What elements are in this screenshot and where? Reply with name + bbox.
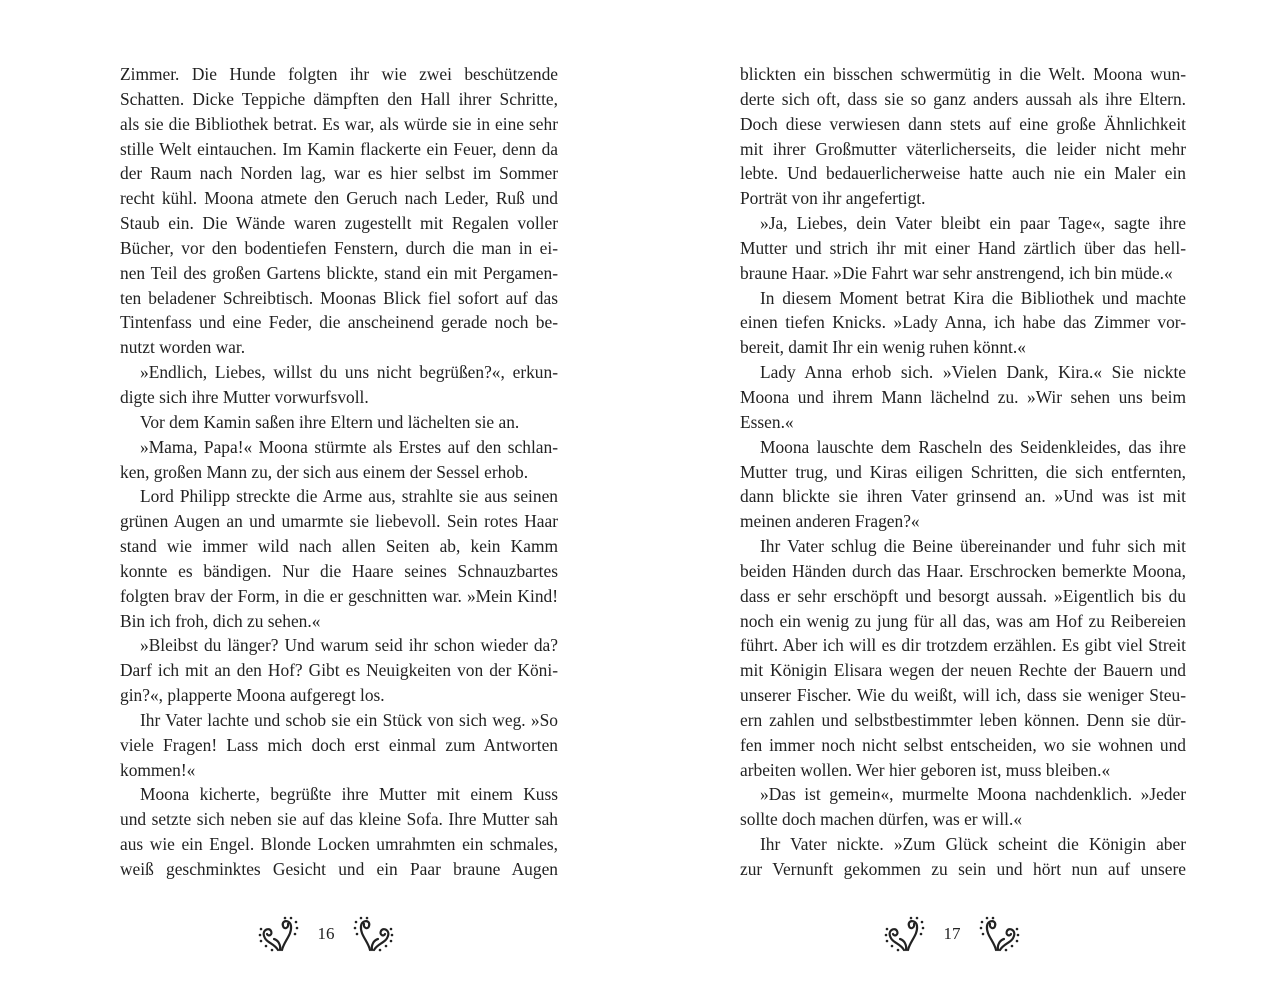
text-line: digte sich ihre Mutter vorwurfsvoll. (120, 386, 369, 407)
paragraph (740, 286, 1186, 361)
paragraph (120, 782, 558, 881)
text-line: ten beladener Schreibtisch. Moonas Blick fiel sofort auf das (120, 287, 558, 308)
text-line: Moona kicherte, begrüßte ihre Mutter mit einem Kuss (140, 784, 558, 805)
text-line: einen tiefen Knicks. »Lady Anna, ich habe das Zimmer vor- (740, 312, 1186, 333)
text-line: grünen Augen an und umarmte sie liebevoll. Sein rotes Haar (120, 511, 558, 532)
text-line: arbeiten wollen. Wer hier geboren ist, muss bleiben.« (740, 759, 1111, 780)
text-line: Porträt von ihr angefertigt. (740, 188, 926, 209)
text-line: dass er sehr erschöpft und besorgt aussah. »Eigentlich bis du (740, 585, 1186, 606)
text-line: beiden Händen durch das Haar. Erschrocken bemerkte Moona, (740, 560, 1186, 581)
text-line: blickten ein bisschen schwermütig in die Welt. Moona wun- (740, 64, 1186, 84)
text-line: Tintenfass und eine Feder, die anscheinend gerade noch be- (120, 312, 558, 333)
paragraph (740, 62, 1186, 211)
text-line: Staub ein. Die Wände waren zugestellt mit Regalen voller (120, 213, 558, 234)
paragraph (740, 534, 1186, 782)
flourish-ornament-icon (346, 915, 394, 953)
text-line: lebte. Und bedauerlicherweise hatte auch nie ein Maler ein (740, 163, 1186, 184)
paragraph (740, 435, 1186, 534)
text-line: »Bleibst du länger? Und warum seid ihr schon wieder da? (140, 635, 558, 656)
text-line: mit ihrer Großmutter väterlicherseits, die leider nicht mehr (740, 138, 1186, 159)
text-line: Lady Anna erhob sich. »Vielen Dank, Kira.« Sie nickte (760, 362, 1186, 383)
paragraph (120, 484, 558, 633)
left-page-folio (258, 912, 394, 956)
text-line: Moona und ihrem Mann lächelnd zu. »Wir sehen uns beim (740, 386, 1186, 407)
right-page-folio (884, 912, 1020, 956)
text-line: nen Teil des großen Gartens blickte, stand ein mit Pergamen- (120, 262, 558, 283)
text-line: gin?«, plapperte Moona aufgeregt los. (120, 685, 385, 706)
text-line: stille Welt eintauchen. Im Kamin flackerte ein Feuer, denn da (120, 138, 558, 159)
paragraph (120, 62, 558, 360)
text-line: Moona lauschte dem Rascheln des Seidenkleides, das ihre (760, 436, 1186, 457)
right-page (740, 62, 1186, 882)
flourish-ornament-icon (884, 915, 932, 953)
text-line: und setzte sich neben sie auf das kleine Sofa. Ihre Mutter sah (120, 809, 558, 830)
text-line: unserer Fischer. Wie du weißt, will ich, dass sie weniger Steu- (740, 685, 1186, 706)
text-line: führt. Aber ich will es dir trotzdem erzählen. Es gibt viel Streit (740, 635, 1186, 656)
flourish-ornament-icon (972, 915, 1020, 953)
text-line: noch ein wenig zu jung für all das, was am Hof zu Reibereien (740, 610, 1186, 631)
paragraph (120, 410, 558, 435)
paragraph (120, 360, 558, 410)
text-line: Zimmer. Die Hunde folgten ihr wie zwei beschützende (120, 64, 558, 84)
text-line: Doch diese verwiesen dann stets auf eine große Ähnlichkeit (740, 113, 1186, 134)
paragraph (120, 708, 558, 783)
left-page (120, 62, 558, 882)
text-line: kommen!« (120, 759, 196, 780)
flourish-ornament-icon (258, 915, 306, 953)
text-line: Mutter trug, und Kiras eiligen Schritten, die sich entfernten, (740, 461, 1186, 482)
text-line: Mutter und strich ihr mit einer Hand zärtlich über das hell- (740, 237, 1186, 258)
text-line: folgten brav der Form, in die er geschnitten war. »Mein Kind! (120, 585, 558, 606)
text-line: der Raum nach Norden lag, war es hier selbst im Sommer (120, 163, 558, 184)
text-line: zur Vernunft gekommen zu sein und hört nun auf unsere (740, 859, 1186, 879)
text-line: ken, großen Mann zu, der sich aus einem der Sessel erhob. (120, 461, 529, 482)
text-line: braune Haar. »Die Fahrt war sehr anstrengend, ich bin müde.« (740, 262, 1173, 283)
text-line: Ihr Vater nickte. »Zum Glück scheint die Königin aber (760, 834, 1186, 855)
text-line: Lord Philipp streckte die Arme aus, strahlte sie aus seinen (140, 486, 558, 507)
text-line: aus wie ein Engel. Blonde Locken umrahmten ein schmales, (120, 834, 558, 855)
text-line: viele Fragen! Lass mich doch erst einmal zum Antworten (120, 734, 558, 755)
paragraph (740, 782, 1186, 832)
text-line: als sie die Bibliothek betrat. Es war, als würde sie in eine sehr (120, 113, 558, 134)
text-line: konnte es bändigen. Nur die Haare seines Schnauzbartes (120, 560, 558, 581)
text-line: weiß geschminktes Gesicht und ein Paar braune Augen (120, 859, 558, 879)
paragraph (740, 360, 1186, 435)
text-line: »Ja, Liebes, dein Vater bleibt ein paar Tage«, sagte ihre (760, 213, 1186, 234)
paragraph (740, 211, 1186, 286)
paragraph (120, 435, 558, 485)
text-line: Schatten. Dicke Teppiche dämpften den Hall ihrer Schritte, (120, 88, 558, 109)
paragraph (740, 832, 1186, 882)
text-line: meinen anderen Fragen?« (740, 511, 920, 532)
text-line: fen immer noch nicht selbst entscheiden, wo sie wohnen und (740, 734, 1186, 755)
text-line: ern zahlen und selbstbestimmter leben können. Denn sie dür- (740, 709, 1186, 730)
text-line: sollte doch machen dürfen, was er will.« (740, 809, 1023, 830)
page-number: 16 (317, 924, 335, 943)
text-line: Bücher, vor den bodentiefen Fenstern, durch die man in ei- (120, 237, 558, 258)
text-line: Ihr Vater schlug die Beine übereinander und fuhr sich mit (760, 536, 1186, 557)
text-line: »Das ist gemein«, murmelte Moona nachdenklich. »Jeder (760, 784, 1186, 805)
text-line: Essen.« (740, 411, 794, 432)
text-line: Ihr Vater lachte und schob sie ein Stück von sich weg. »So (140, 709, 558, 730)
text-line: recht kühl. Moona atmete den Geruch nach Leder, Ruß und (120, 188, 558, 209)
text-line: »Endlich, Liebes, willst du uns nicht begrüßen?«, erkun- (140, 362, 558, 383)
text-line: mit Königin Elisara wegen der neuen Rechte der Bauern und (740, 660, 1186, 681)
text-line: derte sich oft, dass sie so ganz anders aussah als ihre Eltern. (740, 88, 1186, 109)
text-line: nutzt worden war. (120, 337, 246, 358)
text-line: bereit, damit Ihr ein wenig ruhen könnt.« (740, 337, 1026, 358)
text-line: In diesem Moment betrat Kira die Bibliothek und machte (760, 287, 1186, 308)
text-line: Vor dem Kamin saßen ihre Eltern und lächelten sie an. (140, 411, 520, 432)
text-line: dann blickte sie ihren Vater grinsend an. »Und was ist mit (740, 486, 1186, 507)
text-line: »Mama, Papa!« Moona stürmte als Erstes auf den schlan- (140, 436, 558, 457)
text-line: Darf ich mit an den Hof? Gibt es Neuigkeiten von der Köni- (120, 660, 558, 681)
text-line: Bin ich froh, dich zu sehen.« (120, 610, 321, 631)
text-line: stand wie immer wild nach allen Seiten ab, kein Kamm (120, 536, 558, 557)
page-number: 17 (943, 924, 961, 943)
paragraph (120, 633, 558, 708)
